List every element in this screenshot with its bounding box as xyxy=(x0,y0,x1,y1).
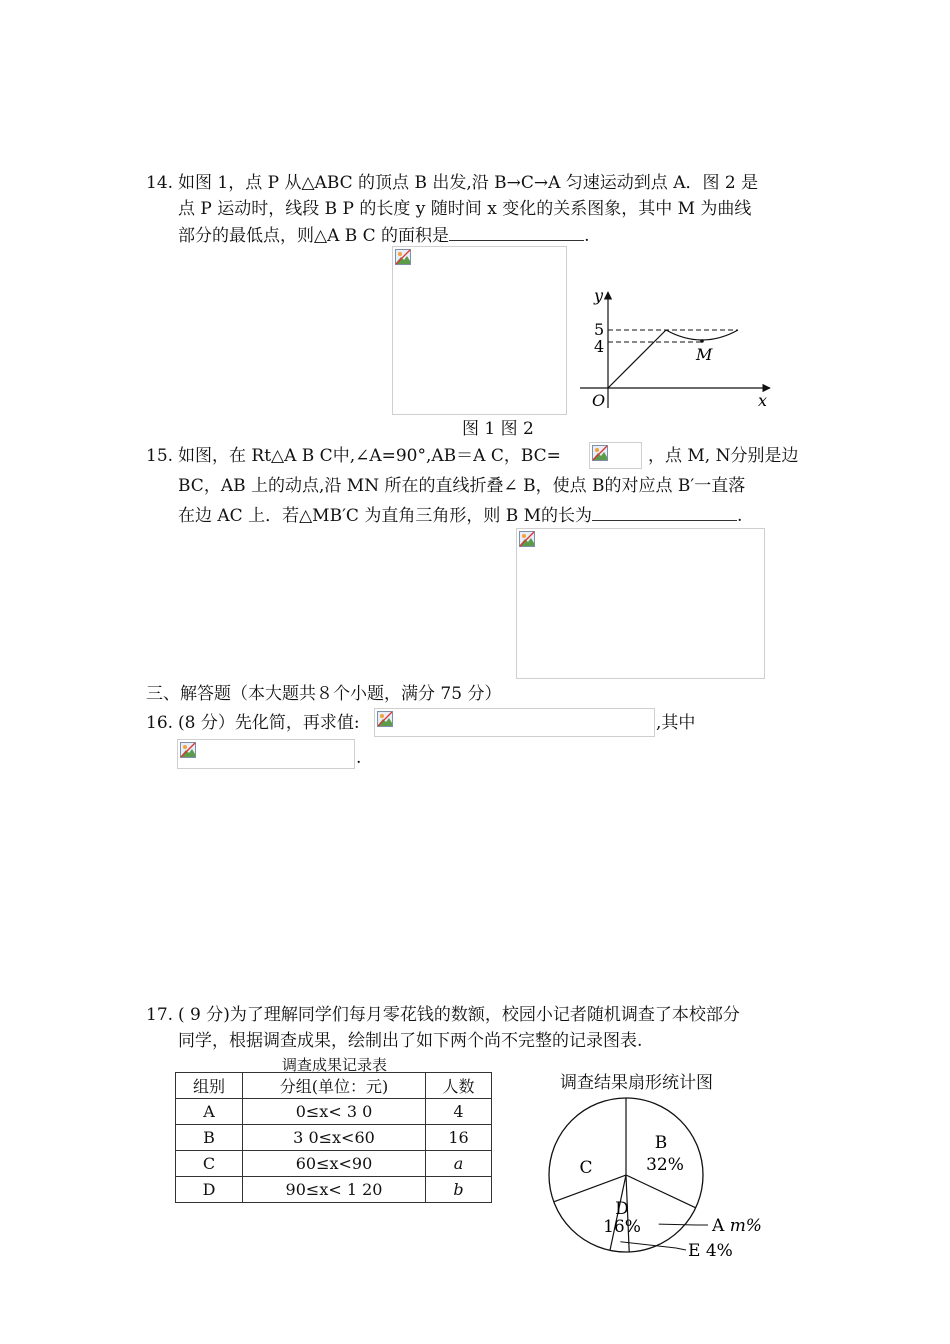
graph-point-m-label: M xyxy=(696,345,713,364)
q15-answer-blank[interactable] xyxy=(592,504,737,521)
pie-label-a-percent: m% xyxy=(729,1216,762,1236)
pie-label-b: B xyxy=(654,1133,668,1153)
graph-tick-4: 4 xyxy=(594,337,605,356)
q14-line-3 xyxy=(178,224,589,247)
pie-label-a: A m% xyxy=(712,1216,762,1236)
table-cell: 4 xyxy=(426,1099,492,1125)
table-header-row xyxy=(176,1073,492,1099)
q17-number: 17. xyxy=(146,1005,174,1025)
section-3-heading: 三、解答题（本大题共８个小题，满分 75 分） xyxy=(146,684,502,704)
q16-expression-image xyxy=(374,708,655,737)
q16-condition-image xyxy=(177,739,355,769)
q14-figure-caption: 图 1 图 2 xyxy=(462,419,534,439)
pie-label-d-percent: 16% xyxy=(603,1217,641,1237)
pie-label-b-percent: 32% xyxy=(646,1155,684,1175)
pie-label-d: D xyxy=(615,1199,629,1219)
q15-line-3-end: . xyxy=(737,506,743,526)
q15-figure-image xyxy=(516,528,765,679)
table-cell: D xyxy=(176,1177,243,1203)
table-row xyxy=(176,1177,492,1203)
q14-figure-1-image xyxy=(392,246,567,415)
q15-bc-value-image xyxy=(589,442,642,469)
q17-pie-chart xyxy=(540,1090,780,1260)
graph-point-m xyxy=(700,339,704,343)
broken-image-icon xyxy=(395,249,411,265)
q15-line-2: BC，AB 上的动点,沿 MN 所在的直线折叠∠ B，使点 B的对应点 B′一直落 xyxy=(178,476,746,496)
table-cell: b xyxy=(426,1177,492,1203)
q14-line-3-end: . xyxy=(584,226,590,246)
q17-line-1: ( 9 分)为了理解同学们每月零花钱的数额，校园小记者随机调查了本校部分 xyxy=(178,1005,740,1025)
table-cell: C xyxy=(176,1151,243,1177)
broken-image-icon xyxy=(519,531,535,547)
table-cell: 90≤x< 1 20 xyxy=(243,1177,426,1203)
q16-text-a: (8 分）先化简，再求值: xyxy=(178,713,360,733)
q16-text-b: ,其中 xyxy=(656,713,696,733)
table-row xyxy=(176,1151,492,1177)
graph-y-label: y xyxy=(594,286,604,305)
graph-curve xyxy=(666,330,738,340)
q16-number: 16. xyxy=(146,713,174,733)
graph-x-label: x xyxy=(758,391,768,410)
table-cell: B xyxy=(176,1125,243,1151)
table-header-cell: 组别 xyxy=(176,1073,243,1099)
table-cell: 16 xyxy=(426,1125,492,1151)
q17-record-table xyxy=(175,1072,492,1203)
table-cell: 60≤x<90 xyxy=(243,1151,426,1177)
q14-line-3-text: 部分的最低点，则△A B C 的面积是 xyxy=(178,226,450,246)
table-cell: 0≤x< 3 0 xyxy=(243,1099,426,1125)
q15-line-1a: 如图，在 Rt△A B C中,∠A=90°,AB＝A C，BC= xyxy=(178,446,561,466)
broken-image-icon xyxy=(377,711,393,727)
q17-pie-title: 调查结果扇形统计图 xyxy=(560,1073,713,1093)
table-header-cell: 人数 xyxy=(426,1073,492,1099)
broken-image-icon xyxy=(180,742,196,758)
table-row xyxy=(176,1099,492,1125)
pie-label-c: C xyxy=(579,1158,593,1178)
pie-label-e: E 4% xyxy=(688,1241,733,1260)
pie-leader-a xyxy=(659,1224,708,1225)
q15-line-1b: ，点 M, N分别是边 xyxy=(648,446,799,466)
q14-line-2: 点 P 运动时，线段 B P 的长度 y 随时间 x 变化的关系图象，其中 M 为曲线 xyxy=(178,199,752,219)
q14-figure-2-graph xyxy=(578,284,778,412)
table-row xyxy=(176,1125,492,1151)
q14-line-1: 如图 1，点 P 从△ABC 的顶点 B 出发,沿 B→C→A 匀速运动到点 A．图 2 是 xyxy=(178,173,759,193)
pie-slice-divider xyxy=(626,1175,696,1208)
graph-origin-label: O xyxy=(592,391,606,410)
table-cell: a xyxy=(426,1151,492,1177)
table-cell: 3 0≤x<60 xyxy=(243,1125,426,1151)
pie-leader-e xyxy=(620,1242,686,1250)
pie-slice-divider xyxy=(554,1175,626,1202)
q15-line-3-text: 在边 AC 上．若△MB′C 为直角三角形，则 B M的长为 xyxy=(178,506,593,526)
q17-line-2: 同学，根据调查成果，绘制出了如下两个尚不完整的记录图表. xyxy=(178,1031,643,1051)
q16-line-2-end: . xyxy=(356,748,362,768)
q15-number: 15. xyxy=(146,446,174,466)
table-header-cell: 分组(单位：元) xyxy=(243,1073,426,1099)
q14-number: 14. xyxy=(146,173,174,193)
broken-image-icon xyxy=(592,445,608,461)
graph-tick-5: 5 xyxy=(594,320,605,339)
graph-rising-segment xyxy=(608,330,666,388)
table-cell: A xyxy=(176,1099,243,1125)
q14-answer-blank[interactable] xyxy=(449,224,584,241)
q17-table-title: 调查成果记录表 xyxy=(282,1056,388,1074)
q15-line-3 xyxy=(178,504,742,527)
